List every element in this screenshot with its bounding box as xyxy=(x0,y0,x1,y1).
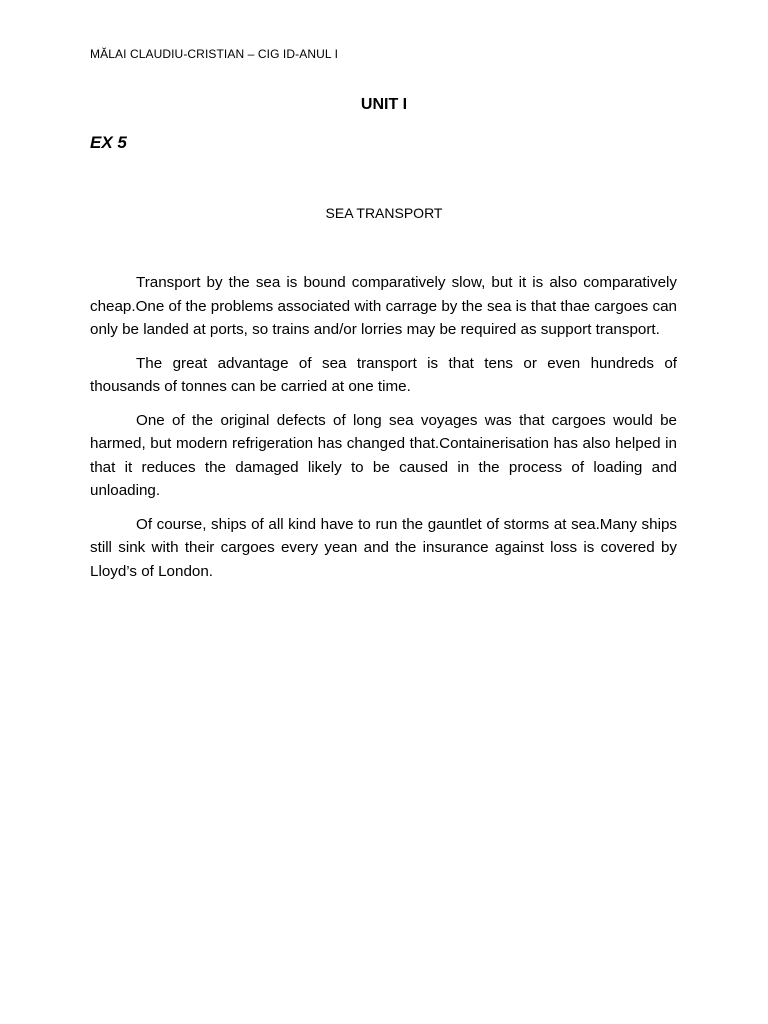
unit-heading: UNIT I xyxy=(360,96,408,113)
paragraph: Transport by the sea is bound comparatively slow, but it is also comparatively cheap.One of the problems associated with carrage by the sea is that thae cargoes can only be landed at ports, so trains and/or lorries may be required as support transport. xyxy=(90,274,677,338)
exercise-label: EX 5 xyxy=(90,133,127,152)
paragraph: Of course, ships of all kind have to run the gauntlet of storms at sea.Many ships still sink with their cargoes every yean and the insurance against loss is covered by Lloyd’s of London. xyxy=(90,515,677,580)
document-title: SEA TRANSPORT xyxy=(325,205,443,221)
author-header: MĂLAI CLAUDIU-CRISTIAN – CIG ID-ANUL I xyxy=(90,47,339,61)
body-text xyxy=(90,271,677,593)
paragraph: One of the original defects of long sea voyages was that cargoes would be harmed, but modern refrigeration has changed that.Containerisation has also helped in that it reduces the damaged likely to be caused in the process of loading and unloading. xyxy=(90,411,677,499)
paragraph: The great advantage of sea transport is that tens or even hundreds of thousands of tonnes can be carried at one time. xyxy=(90,354,677,395)
